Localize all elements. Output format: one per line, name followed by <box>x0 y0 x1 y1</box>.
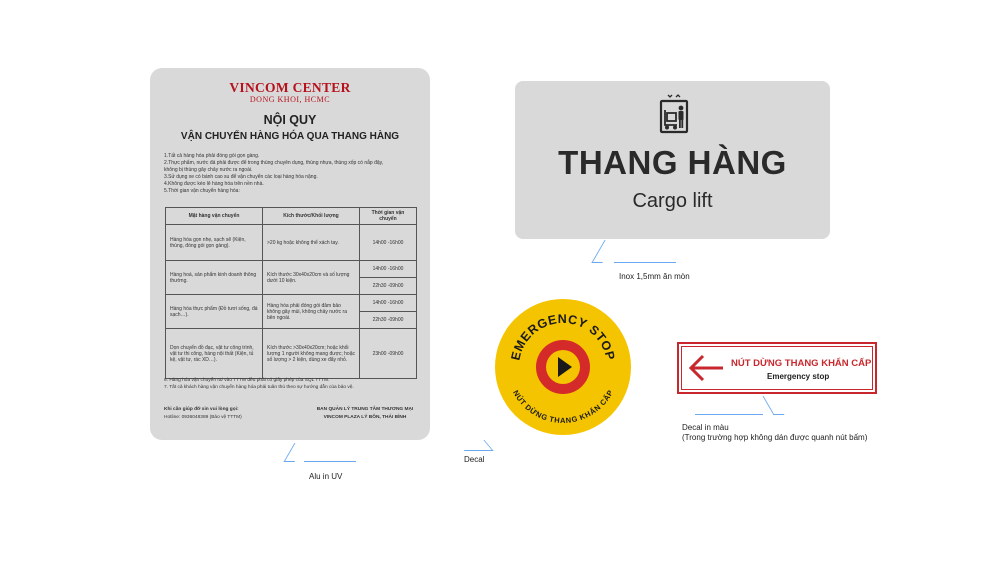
table-cell: Dọn chuyển đồ đạc, vật tư công trình, vật tư thi công, hàng nội thất (Kiện, tủ kệ, vật tư, rác XD…). <box>166 329 263 379</box>
leader-line <box>455 440 493 451</box>
note-line: 6. Hàng hóa vận chuyển ra/ vào TTTM đều phải có giấy phép của SQL TTTM. <box>164 378 330 383</box>
leader-line <box>763 396 785 415</box>
decal-subtitle: Emergency stop <box>767 372 830 381</box>
leader-line <box>614 262 676 263</box>
table-row <box>166 329 417 379</box>
cargo-lift-icon <box>659 92 689 134</box>
table-cell: Hàng hóa gọn nhẹ, sạch sẽ (Kiện, thùng, đóng gói gọn gàng). <box>166 225 263 261</box>
estop-caption: Decal <box>464 455 485 464</box>
rule-line: 2.Thực phẩm, nước đá phải được để trong thùng chuyên dụng, thùng nhựa, thùng xốp có nắp đậy, <box>164 160 384 166</box>
management-line: BAN QUẢN LÝ TRUNG TÂM THƯƠNG MẠI <box>316 407 414 412</box>
emergency-stop-bottom-text: NÚT DỪNG THANG KHẨN CẤP <box>511 388 615 425</box>
emergency-stop-decal <box>494 298 632 436</box>
table-cell: Kích thước >30x40x20cm; hoặc khối lượng 1 người không mang được; hoặc số lượng > 2 kiện, dùng xe đẩy nhỏ. <box>263 329 360 379</box>
rule-line: 1.Tất cả hàng hóa phải đóng gói gọn gàng. <box>164 153 260 159</box>
table-header-row <box>166 208 417 225</box>
decal-title: NÚT DỪNG THANG KHẨN CẤP <box>731 358 872 369</box>
lift-title: THANG HÀNG <box>558 144 787 181</box>
table-cell: 14h00 -16h00 <box>360 225 417 261</box>
management-line: VINCOM PLAZA LÝ BÔN, THÁI BÌNH <box>323 415 407 420</box>
table-row <box>166 261 417 278</box>
leader-line <box>304 461 356 462</box>
brand-location: DONG KHOI, HCMC <box>249 95 331 104</box>
table-header: Thời gian vận chuyển <box>360 208 417 225</box>
left-arrow-icon <box>687 354 725 382</box>
transport-time-table <box>165 207 417 379</box>
table-cell: Kích thước 30x40x20cm và số lượng dưới 10 kiện. <box>263 261 360 295</box>
table-cell: 14h00 -16h00 <box>360 261 417 278</box>
lift-subtitle: Cargo lift <box>632 190 713 212</box>
rules-caption: Alu in UV <box>309 472 343 481</box>
cargo-lift-sign <box>515 81 830 239</box>
rule-line: 4.Không được kéo lê hàng hóa trên nền nhà. <box>164 181 264 187</box>
note-line: 7. Tất cả khách hàng vận chuyển hàng hóa phải tuân thủ theo sự hướng dẫn của bảo vệ. <box>164 385 354 390</box>
rules-title: NỘI QUY <box>263 113 317 127</box>
rules-sign-panel <box>150 68 430 440</box>
table-cell: 22h30 -09h00 <box>360 312 417 329</box>
brand-name: VINCOM CENTER <box>229 80 351 95</box>
leader-line <box>695 414 763 415</box>
table-header: Mặt hàng vận chuyển <box>166 208 263 225</box>
rule-line: 5.Thời gian vận chuyển hàng hóa: <box>164 188 240 194</box>
table-cell: Hàng hóa phải đóng gói đảm bảo không gây mùi, không chảy nước ra bên ngoài. <box>263 295 360 329</box>
table-header: Kích thước/Khối lượng <box>263 208 360 225</box>
rule-line: 3.Sử dụng xe có bánh cao su để vận chuyển các loại hàng hóa nặng. <box>164 174 318 180</box>
leader-line <box>591 240 615 263</box>
contact-label: Khi cần giúp đỡ xin vui lòng gọi: <box>164 407 239 412</box>
decal-caption: Decal in màu <box>682 423 729 432</box>
rules-subtitle: VẬN CHUYỂN HÀNG HÓA QUA THANG HÀNG <box>180 131 400 142</box>
lift-caption: Inox 1,5mm ăn mòn <box>619 272 690 281</box>
table-cell: >20 kg hoặc không thể xách tay. <box>263 225 360 261</box>
table-row <box>166 295 417 312</box>
table-cell: 22h30 -09h00 <box>360 278 417 295</box>
hotline-text: Hotline: 0936048389 (Bảo vệ TTTM) <box>164 415 242 420</box>
leader-line <box>284 443 306 462</box>
table-cell: Hàng hóa thực phẩm (Đồ tươi sống, đá sạch…). <box>166 295 263 329</box>
emergency-stop-top-text: EMERGENCY STOP <box>508 311 618 362</box>
table-cell: 14h00 -16h00 <box>360 295 417 312</box>
decal-caption-note: (Trong trường hợp không dán được quanh nút bấm) <box>682 433 868 442</box>
table-cell: Hàng hoá, sản phẩm kinh doanh thông thường. <box>166 261 263 295</box>
emergency-stop-direction-decal <box>677 342 877 394</box>
rule-line: không bị thùng gây chảy nước ra ngoài. <box>164 167 253 173</box>
table-row <box>166 225 417 261</box>
table-cell: 23h00 -09h00 <box>360 329 417 379</box>
